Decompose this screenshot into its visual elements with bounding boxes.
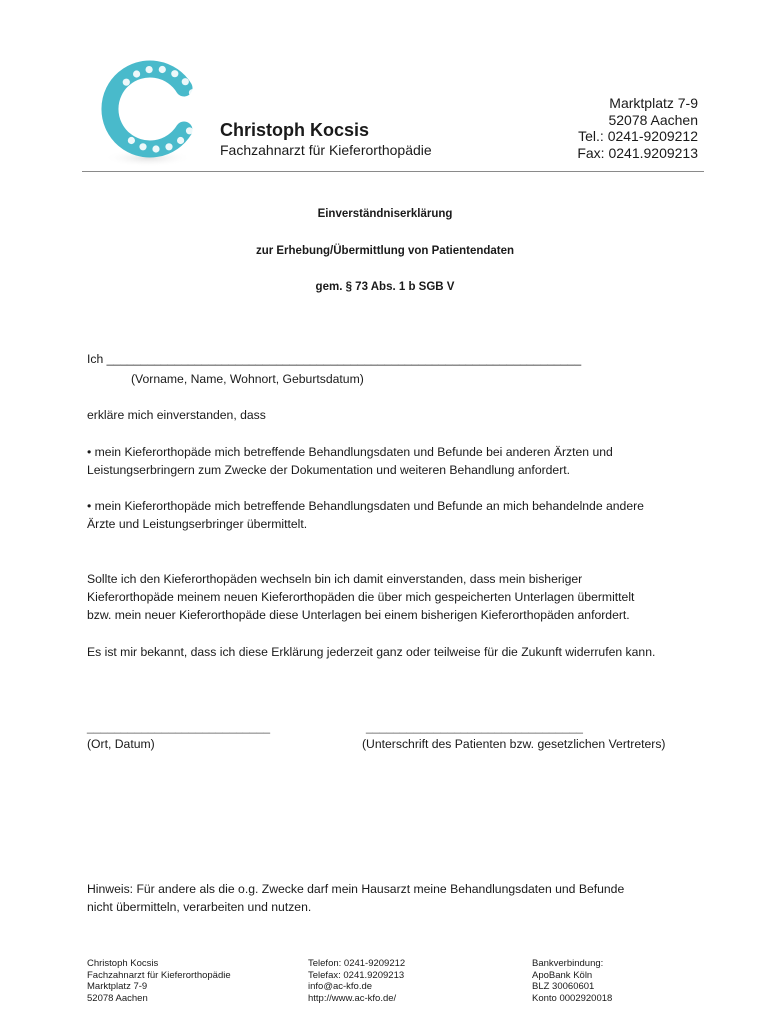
practice-address <box>577 95 698 161</box>
address-city: 52078 Aachen <box>608 111 698 128</box>
consent-orthodontist-change: Sollte ich den Kieferorthopäden wechseln bin ich damit einverstanden, dass mein bisheriger Kieferorthopäde meinem neuen Kieferorthopäden die über mich gespeicherten Unterlagen übermittelt bzw. mein neuer Kieferorthopäde diese Unterlagen bei einem bisherigen Kieferorthopäden anfordert. <box>87 572 635 622</box>
address-fax: Fax: 0241.9209213 <box>577 144 698 161</box>
footer-email-link[interactable]: info@ac-kfo.de <box>308 981 373 992</box>
consent-intro: erkläre mich einverstanden, dass <box>87 408 266 422</box>
patient-name-field[interactable]: Ich ______________________________________________________________________ <box>87 352 582 366</box>
document-subtitle: zur Erhebung/Übermittlung von Patientendaten <box>255 245 515 257</box>
consent-bullet-request: • mein Kieferorthopäde mich betreffende Behandlungsdaten und Befunde bei anderen Ärzten und Leistungserbringern zum Zwecke der Dokumentation und weiteren Behandlung anfordert. <box>87 445 613 477</box>
consent-bullet-transfer: • mein Kieferorthopäde mich betreffende Behandlungsdaten und Befunde an mich behandelnde andere Ärzte und Leistungserbringer übermittelt. <box>87 499 644 531</box>
practice-logo <box>96 58 196 170</box>
doctor-name: Christoph Kocsis <box>220 120 370 140</box>
footer-practice: Christoph Kocsis Fachzahnarzt für Kieferorthopädie Marktplatz 7-9 52078 Aachen <box>87 958 231 1004</box>
address-phone: Tel.: 0241-9209212 <box>578 128 698 144</box>
consent-revocation: Es ist mir bekannt, dass ich diese Erklärung jederzeit ganz oder teilweise für die Zukunft widerrufen kann. <box>87 645 656 659</box>
place-date-label: (Ort, Datum) <box>87 737 155 751</box>
patient-name-hint: (Vorname, Name, Wohnort, Geburtsdatum) <box>131 372 364 386</box>
legal-reference: gem. § 73 Abs. 1 b SGB V <box>315 281 455 293</box>
footer-bank: Bankverbindung: ApoBank Köln BLZ 30060601 Konto 0002920018 <box>532 958 613 1004</box>
family-doctor-note: Hinweis: Für andere als die o.g. Zwecke darf mein Hausarzt meine Behandlungsdaten und Befunde nicht übermitteln, verarbeiten und nutzen. <box>87 882 625 914</box>
footer-website-link[interactable]: http://www.ac-kfo.de/ <box>308 992 397 1004</box>
document-title: Einverständniserklärung <box>317 208 453 220</box>
address-street: Marktplatz 7-9 <box>609 95 698 111</box>
footer-contact: Telefon: 0241-9209212 Telefax: 0241.9209213 info@ac-kfo.de http://www.ac-kfo.de/ <box>308 958 406 1004</box>
signature-label: (Unterschrift des Patienten bzw. gesetzlichen Vertreters) <box>362 737 666 751</box>
place-date-field[interactable]: ___________________________ <box>87 720 271 734</box>
header-divider <box>82 171 704 172</box>
doctor-title: Fachzahnarzt für Kieferorthopädie <box>220 142 432 158</box>
signature-field[interactable]: ________________________________ <box>366 720 583 734</box>
